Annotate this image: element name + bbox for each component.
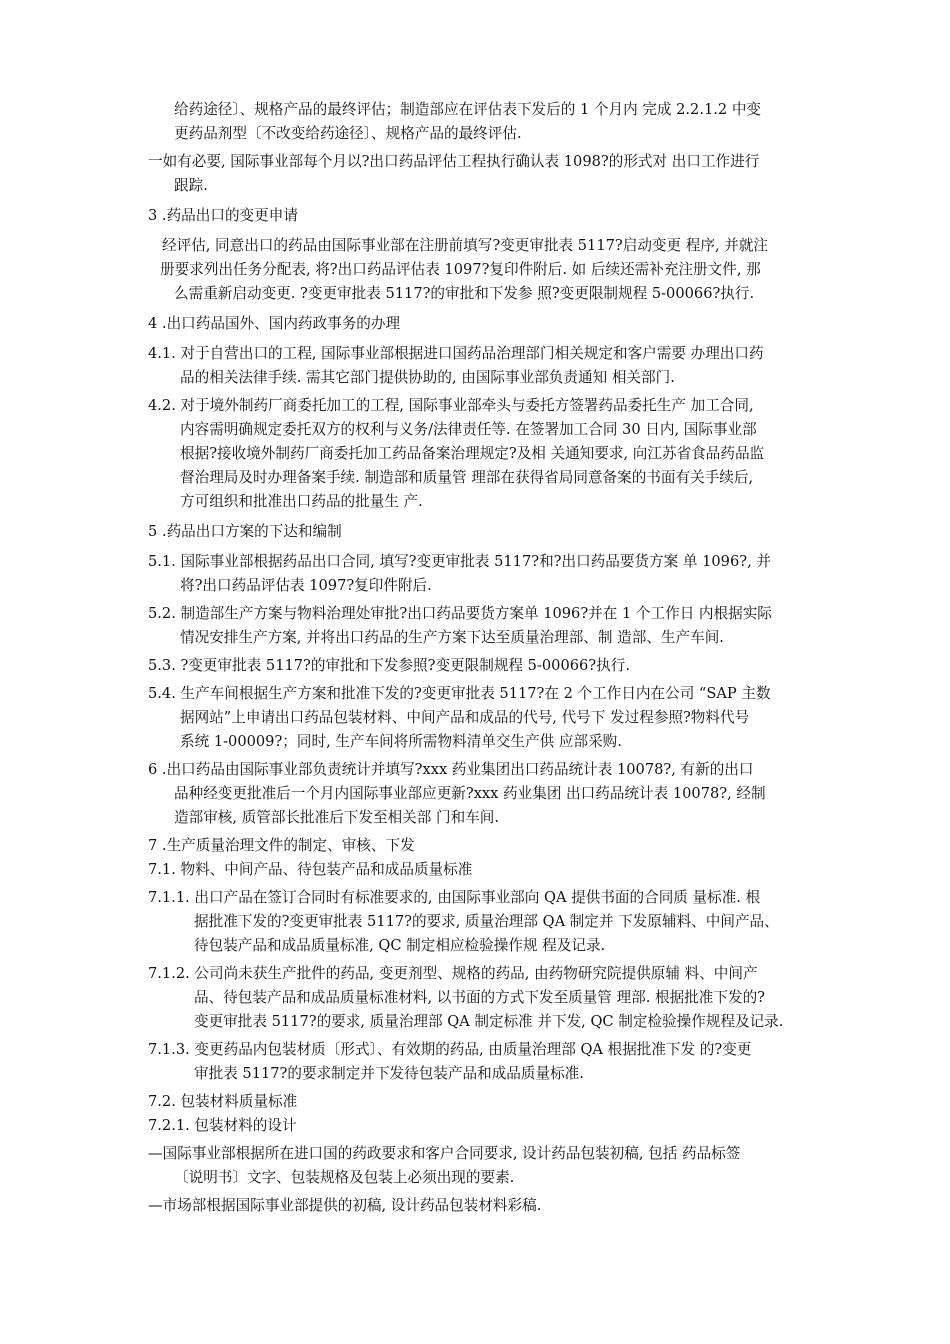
text-line: 系统 1-00009?；同时, 生产车间将所需物料清单交生产供 应部采购. bbox=[180, 733, 622, 750]
text-line: 情况安排生产方案, 并将出口药品的生产方案下达至质量治理部、制 造部、生产车间. bbox=[180, 629, 724, 646]
paragraph-5-3 bbox=[148, 654, 864, 678]
text-line: 跟踪. bbox=[174, 177, 208, 194]
text-line: 方可组织和批准出口药品的批量生 产. bbox=[180, 493, 423, 510]
text-line: 4.2. 对于境外制药厂商委托加工的工程, 国际事业部牵头与委托方签署药品委托生产 加工合同, bbox=[148, 397, 754, 414]
text-line: 据网站”上申请出口药品包装材料、中间产品和成品的代号, 代号下 发过程参照?物料代号 bbox=[180, 709, 750, 726]
text-line: 变更审批表 5117?的要求, 质量治理部 QA 制定标准 并下发, QC 制定检验操作规程及记录. bbox=[194, 1013, 784, 1030]
section-heading-5: 5 .药品出口方案的下达和编制 bbox=[148, 523, 342, 540]
text-line: 品的相关法律手续. 需其它部门提供协助的, 由国际事业部负责通知 相关部门. bbox=[180, 369, 675, 386]
text-line: 7.1.2. 公司尚未获生产批件的药品, 变更剂型、规格的药品, 由药物研究院提供原辅 料、中间产 bbox=[148, 965, 758, 982]
paragraph-7-1-1 bbox=[148, 886, 864, 958]
paragraph-7-1-2 bbox=[148, 962, 864, 1034]
text-line: —国际事业部根据所在进口国的药政要求和客户合同要求, 设计药品包装初稿, 包括 药品标签 bbox=[148, 1145, 741, 1162]
paragraph-5-4 bbox=[148, 682, 864, 754]
paragraph-tracking bbox=[148, 150, 864, 198]
text-line: 督治理局及时办理备案手续. 制造部和质量管 理部在获得省局同意备案的书面有关手续后, bbox=[180, 469, 754, 486]
text-line: —市场部根据国际事业部提供的初稿, 设计药品包装材料彩稿. bbox=[148, 1197, 542, 1214]
subsection-heading-7-1: 7.1. 物料、中间产品、待包装产品和成品质量标准 bbox=[148, 861, 473, 878]
section-heading-3: 3 .药品出口的变更申请 bbox=[148, 207, 298, 224]
text-line: 将?出口药品评估表 1097?复印件附后. bbox=[180, 577, 432, 594]
paragraph-5-2 bbox=[148, 602, 864, 650]
text-line: 造部审核, 质管部长批准后下发至相关部 门和车间. bbox=[174, 809, 500, 826]
text-line: 更药品剂型〔不改变给药途径〕、规格产品的最终评估. bbox=[174, 125, 522, 142]
text-line: 审批表 5117?的要求制定并下发待包装产品和成品质量标准. bbox=[194, 1065, 584, 1082]
text-line: 待包装产品和成品质量标准, QC 制定相应检验操作规 程及记录. bbox=[194, 937, 606, 954]
text-line: 给药途径〕、规格产品的最终评估；制造部应在评估表下发后的 1 个月内 完成 2.2.1.2 中变 bbox=[174, 101, 762, 118]
document-body bbox=[148, 98, 864, 1218]
paragraph-4-2 bbox=[148, 394, 864, 514]
paragraph-7-1-3 bbox=[148, 1038, 864, 1086]
text-line: 5.2. 制造部生产方案与物料治理处审批?出口药品要货方案单 1096?并在 1 个工作日 内根据实际 bbox=[148, 605, 772, 622]
text-line: 品种经变更批准后一个月内国际事业部应更新?xxx 药业集团 出口药品统计表 10078?, 经制 bbox=[174, 785, 766, 802]
text-line: 内容需明确规定委托双方的权利与义务/法律责任等. 在签署加工合同 30 日内, 国际事业部 bbox=[180, 421, 757, 438]
text-line: 5.3. ?变更审批表 5117?的审批和下发参照?变更限制规程 5-00066?执行. bbox=[148, 657, 630, 674]
text-line: 7.1.1. 出口产品在签订合同时有标准要求的, 由国际事业部向 QA 提供书面的合同质 量标准. 根 bbox=[148, 889, 761, 906]
paragraph-change-request bbox=[148, 234, 864, 306]
text-line: 7.1.3. 变更药品内包装材质〔形式〕、有效期的药品, 由质量治理部 QA 根据批准下发 的?变更 bbox=[148, 1041, 752, 1058]
paragraph-dash-2 bbox=[148, 1194, 864, 1218]
text-line: 5.1. 国际事业部根据药品出口合同, 填写?变更审批表 5117?和?出口药品要货方案 单 1096?, 并 bbox=[148, 553, 771, 570]
paragraph-evaluation-continued bbox=[148, 98, 864, 146]
section-heading-7: 7 .生产质量治理文件的制定、审核、下发 bbox=[148, 837, 415, 854]
paragraph-6 bbox=[148, 758, 864, 830]
text-line: 经评估, 同意出口的药品由国际事业部在注册前填写?变更审批表 5117?启动变更 程序, 并就注 bbox=[162, 237, 769, 254]
subsection-heading-7-2-1: 7.2.1. 包装材料的设计 bbox=[148, 1117, 297, 1134]
paragraph-5-1 bbox=[148, 550, 864, 598]
text-line: 么需重新启动变更. ?变更审批表 5117?的审批和下发参 照?变更限制规程 5-00066?执行. bbox=[174, 285, 755, 302]
text-line: 根据?接收境外制药厂商委托加工药品备案治理规定?及相 关通知要求, 向江苏省食品药品监 bbox=[180, 445, 765, 462]
paragraph-4-1 bbox=[148, 342, 864, 390]
text-line: 册要求列出任务分配表, 将?出口药品评估表 1097?复印件附后. 如 后续还需补充注册文件, 那 bbox=[160, 261, 761, 278]
paragraph-dash-1 bbox=[148, 1142, 864, 1190]
text-line: 6 .出口药品由国际事业部负责统计并填写?xxx 药业集团出口药品统计表 10078?, 有新的出口 bbox=[148, 761, 754, 778]
text-line: 一如有必要, 国际事业部每个月以?出口药品评估工程执行确认表 1098?的形式对 出口工作进行 bbox=[148, 153, 760, 170]
text-line: 5.4. 生产车间根据生产方案和批准下发的?变更审批表 5117?在 2 个工作日内在公司 “SAP 主数 bbox=[148, 685, 771, 702]
section-heading-4: 4 .出口药品国外、国内药政事务的办理 bbox=[148, 315, 401, 332]
text-line: 〔说明书〕文字、包装规格及包装上必须出现的要素. bbox=[174, 1169, 515, 1186]
subsection-heading-7-2: 7.2. 包装材料质量标准 bbox=[148, 1093, 298, 1110]
text-line: 品、待包装产品和成品质量标准材料, 以书面的方式下发至质量管 理部. 根据批准下发的? bbox=[194, 989, 765, 1006]
text-line: 4.1. 对于自营出口的工程, 国际事业部根据进口国药品治理部门相关规定和客户需要 办理出口药 bbox=[148, 345, 764, 362]
text-line: 据批准下发的?变更审批表 5117?的要求, 质量治理部 QA 制定并 下发原辅料、中间产品、 bbox=[194, 913, 779, 930]
